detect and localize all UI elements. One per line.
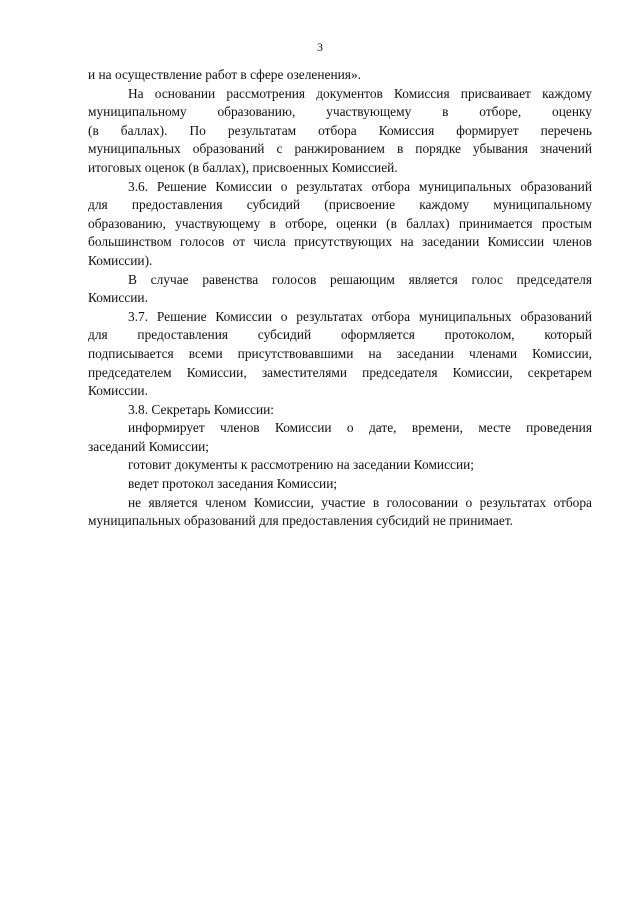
document-body	[88, 66, 592, 531]
text-line: (в баллах). По результатам отбора Комиссия формирует перечень	[88, 122, 592, 138]
text-line: муниципальному образованию, участвующему в отборе, оценку	[88, 104, 592, 120]
text-line: образованию, участвующему в отборе, оценки (в баллах) принимается простым	[88, 215, 592, 231]
text-line: подписывается всеми присутствовавшими на заседании членами Комиссии,	[88, 345, 592, 361]
text-line: заседаний Комиссии;	[88, 438, 209, 454]
text-line: итоговых оценок (в баллах), присвоенных Комиссией.	[88, 159, 398, 175]
text-line: 3.8. Секретарь Комиссии:	[128, 401, 275, 417]
text-line: ведет протокол заседания Комиссии;	[128, 476, 338, 492]
text-line: Комиссии).	[88, 252, 153, 268]
text-line: для предоставления субсидий оформляется протоколом, который	[88, 327, 592, 343]
text-line: Комиссии.	[88, 383, 148, 399]
text-line: Комиссии.	[88, 290, 148, 306]
text-line: На основании рассмотрения документов Комиссия присваивает каждому	[128, 85, 592, 101]
text-line: большинством голосов от числа присутствующих на заседании Комиссии членов	[88, 234, 592, 250]
text-line: муниципальных образований с ранжированием в порядке убывания значений	[88, 141, 592, 157]
text-line: информирует членов Комиссии о дате, времени, месте проведения	[128, 420, 592, 436]
text-line: и на осуществление работ в сфере озеленения».	[88, 67, 361, 82]
text-line: для предоставления субсидий (присвоение каждому муниципальному	[88, 197, 592, 213]
text-line: не является членом Комиссии, участие в голосовании о результатах отбора	[128, 494, 592, 510]
text-line: председателем Комиссии, заместителями председателя Комиссии, секретарем	[88, 364, 592, 380]
text-line: муниципальных образований для предоставления субсидий не принимает.	[88, 513, 514, 529]
text-line: 3.6. Решение Комиссии о результатах отбора муниципальных образований	[128, 178, 592, 194]
text-line: 3.7. Решение Комиссии о результатах отбора муниципальных образований	[128, 308, 592, 324]
page-number: 3	[317, 40, 323, 54]
text-line: В случае равенства голосов решающим является голос председателя	[128, 271, 592, 287]
text-line: готовит документы к рассмотрению на заседании Комиссии;	[128, 457, 475, 473]
